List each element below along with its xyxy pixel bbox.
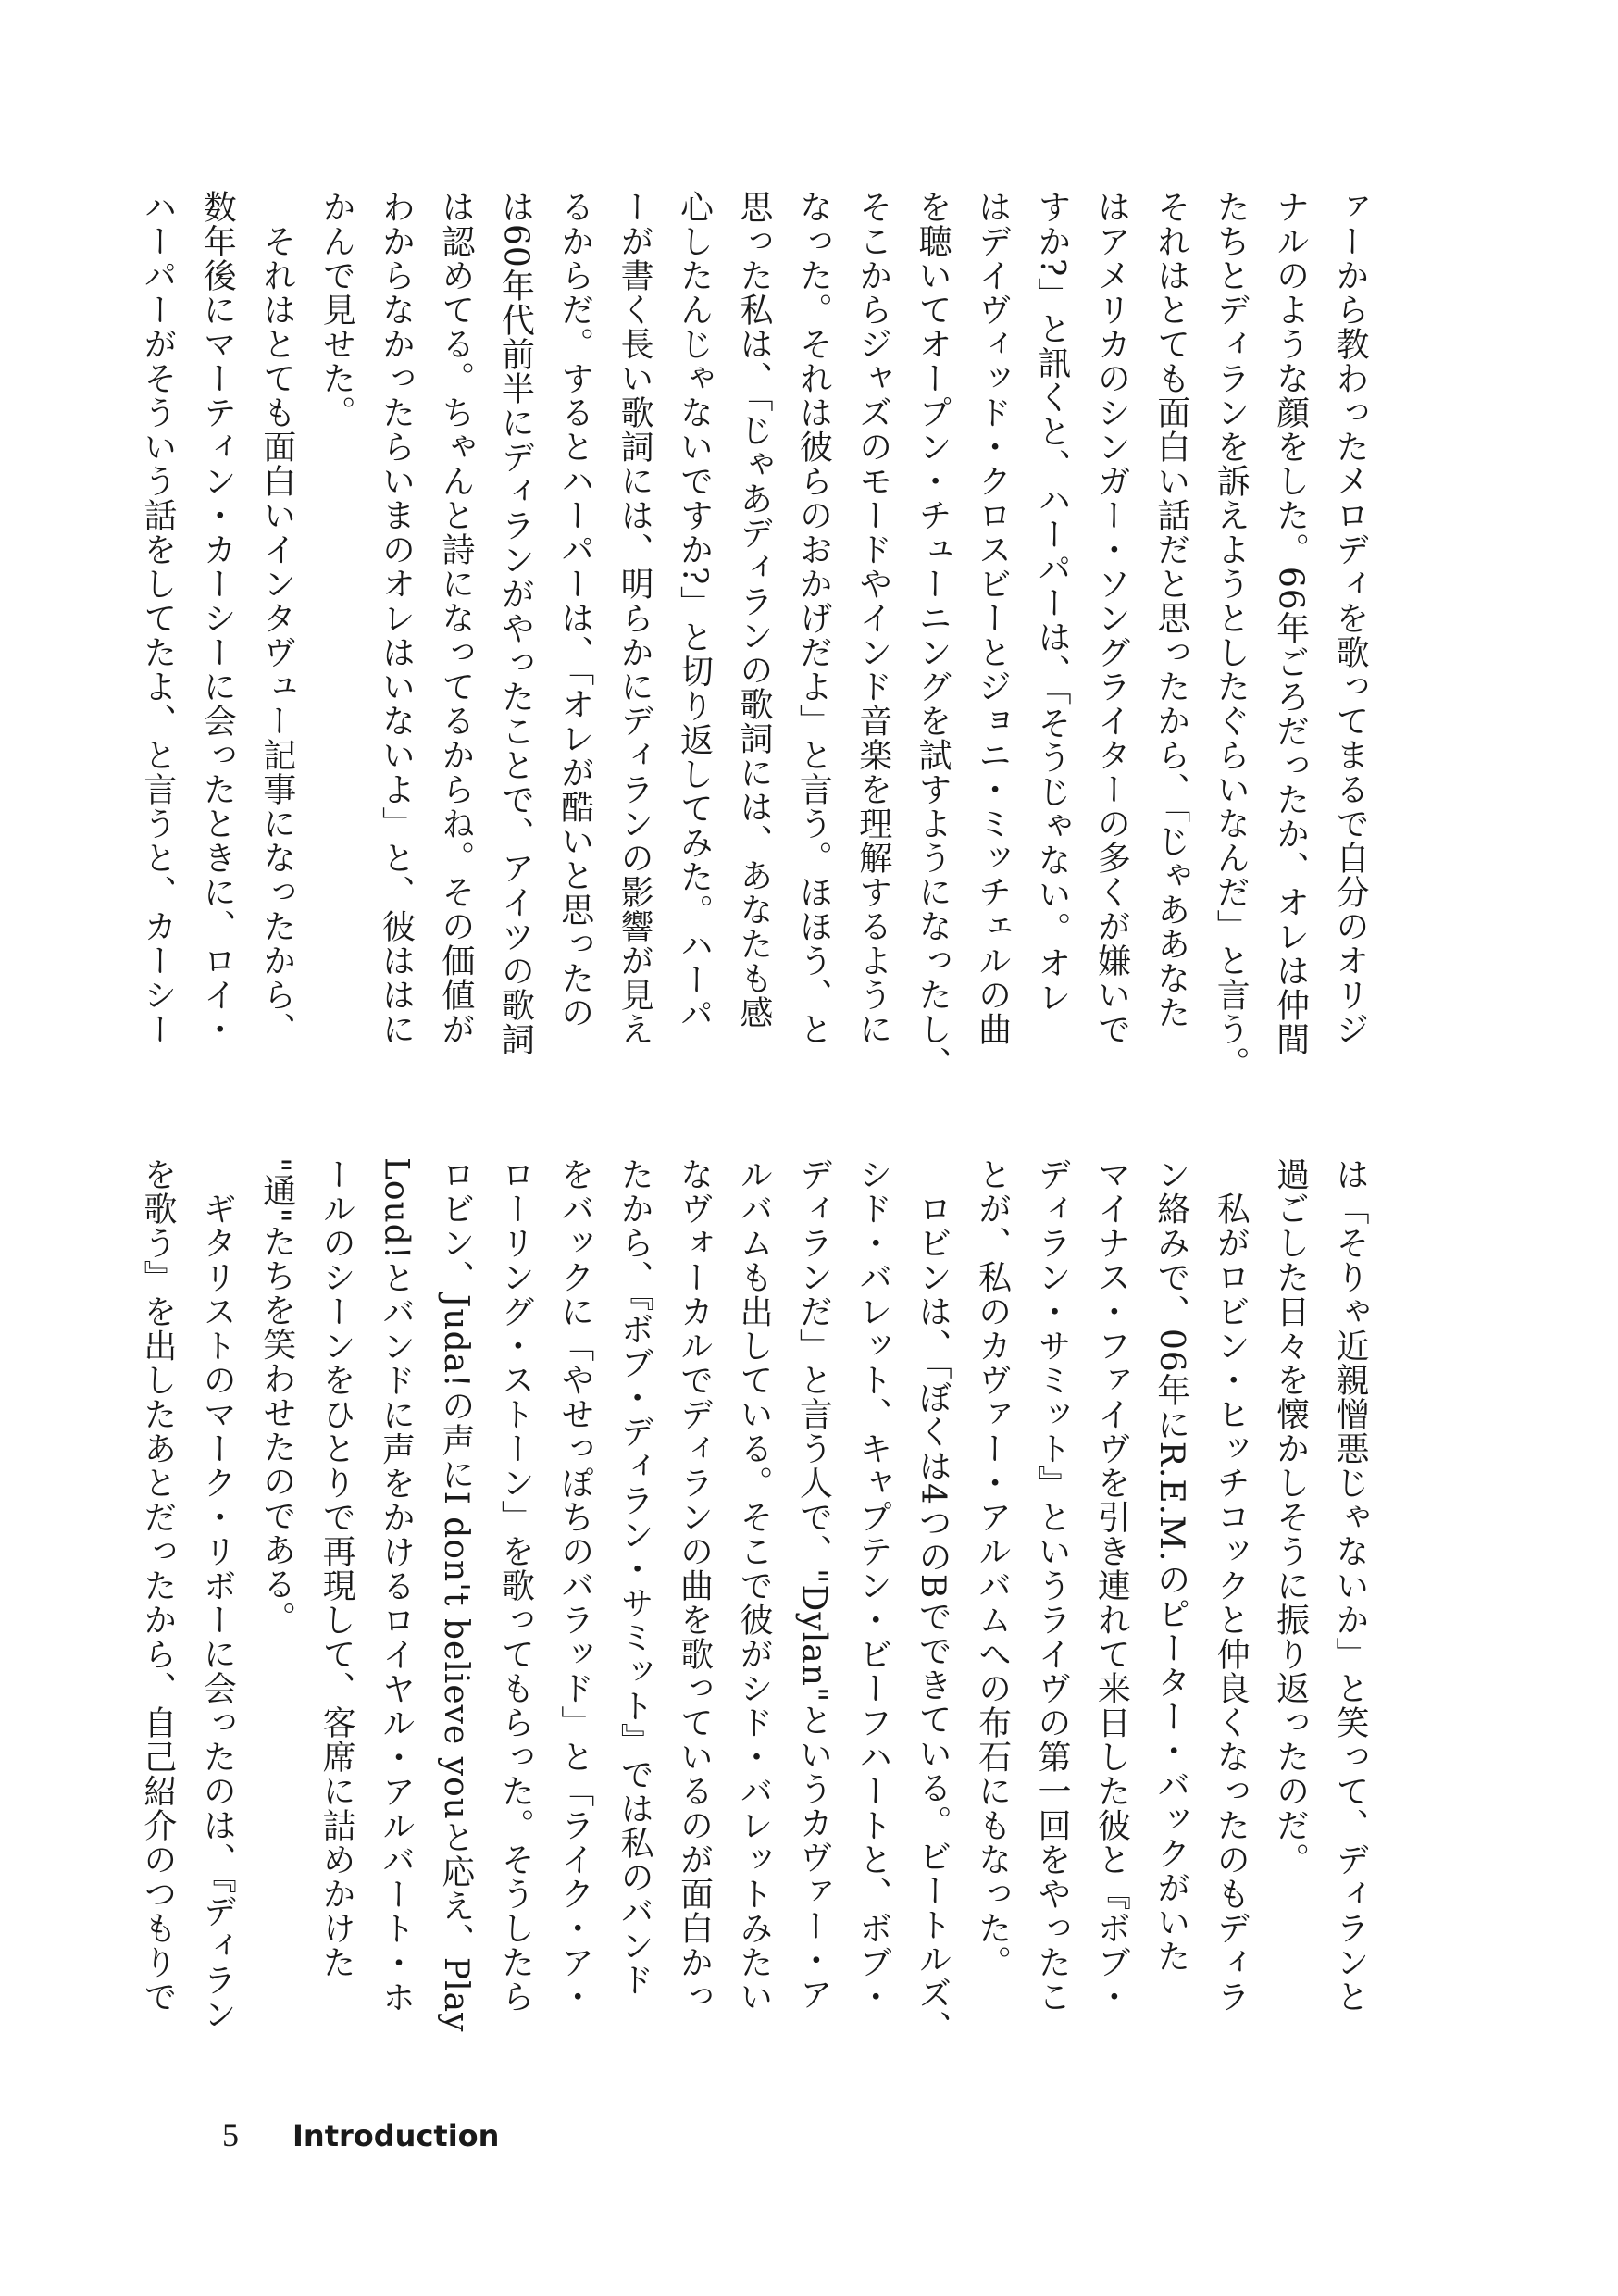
text-line: なった。それは彼らのおかげだよ」と言う。ほほう、と — [794, 190, 833, 1046]
text-line: るからだ。するとハーパーは、「オレが酷いと思ったの — [555, 190, 594, 1029]
text-line: ロビン、Juda!の声にI don't believe youと応え、Play — [436, 1157, 475, 2033]
text-line: ナルのような顔をした。66年ごろだったか、オレは仲間 — [1271, 190, 1310, 1056]
text-line: はデイヴィッド・クロスビーとジョニ・ミッチェルの曲 — [973, 190, 1012, 1046]
text-line: 心したんじゃないですか?」と切り返してみた。ハーパ — [675, 190, 714, 1031]
text-line: ルバムも出している。そこで彼がシド・バレットみたい — [734, 1157, 773, 2014]
text-line: ディランだ」と言う人で、"Dylan"というカヴァー・ア — [794, 1157, 833, 2012]
text-line: とが、私のカヴァー・アルバムへの布石にもなった。 — [973, 1157, 1012, 1979]
text-line: それはとても面白いインタヴュー記事になったから、 — [257, 190, 296, 1046]
text-line: マイナス・ファイヴを引き連れて来日した彼と『ボブ・ — [1092, 1157, 1131, 2014]
bottom-text-block — [138, 1157, 1379, 2083]
text-line: ロビンは、「ぼくは4つのBでできている。ビートルズ、 — [914, 1157, 952, 2045]
text-line: 過ごした日々を懐かしそうに振り返ったのだ。 — [1271, 1157, 1310, 1877]
text-line: それはとても面白い話だと思ったから、「じゃああなた — [1151, 190, 1190, 1029]
text-line: 思った私は、「じゃあディランの歌詞には、あなたも感 — [734, 190, 773, 1029]
text-line: ディラン・サミット』というライヴの第一回をやったこ — [1032, 1157, 1071, 2014]
text-line: ン絡みで、06年にR.E.M.のピーター・バックがいた — [1151, 1157, 1190, 1974]
top-text-block — [138, 190, 1379, 1080]
text-line: すか?」と訊くと、ハーパーは、「そうじゃない。オレ — [1032, 190, 1071, 1015]
text-line: たから、『ボブ・ディラン・サミット』では私のバンド — [616, 1157, 654, 1997]
text-line: は「そりゃ近親憎悪じゃないか」と笑って、ディランと — [1331, 1157, 1369, 2014]
text-line: ギタリストのマーク・リボーに会ったのは、『ディラン — [198, 1157, 237, 2031]
text-line: は認めてる。ちゃんと詩になってるからね。その価値が — [436, 190, 475, 1046]
text-line: はアメリカのシンガー・ソングライターの多くが嫌いで — [1092, 190, 1131, 1046]
text-line: を聴いてオープン・チューニングを試すようになったし、 — [914, 190, 952, 1080]
text-line: ローリング・ストーン」を歌ってもらった。そうしたら — [496, 1157, 535, 2014]
text-line: をバックに「やせっぽちのバラッド」と「ライク・ア・ — [555, 1157, 594, 2014]
text-line: を歌う』を出したあとだったから、自己紹介のつもりで — [138, 1157, 177, 2014]
running-title: Introduction — [292, 2118, 500, 2153]
text-line: かんで見せた。 — [317, 190, 356, 430]
page-footer — [222, 2115, 499, 2154]
text-line: ァーから教わったメロディを歌ってまるで自分のオリジ — [1331, 190, 1369, 1046]
text-line: ールのシーンをひとりで再現して、客席に詰めかけた — [317, 1157, 356, 1979]
text-line: たちとディランを訴えようとしたぐらいなんだ」と言う。 — [1212, 190, 1251, 1080]
text-line: 数年後にマーティン・カーシーに会ったときに、ロイ・ — [198, 190, 237, 1046]
text-line: 私がロビン・ヒッチコックと仲良くなったのもディラ — [1212, 1157, 1251, 2014]
text-line: ハーパーがそういう話をしてたよ、と言うと、カーシー — [138, 190, 177, 1046]
text-line: シド・バレット、キャプテン・ビーフハートと、ボブ・ — [853, 1157, 892, 2014]
text-line: "通"たちを笑わせたのである。 — [257, 1157, 296, 1636]
text-line: そこからジャズのモードやインド音楽を理解するように — [853, 190, 892, 1046]
page-number: 5 — [222, 2116, 239, 2153]
text-line: は60年代前半にディランがやったことで、アイツの歌詞 — [496, 190, 535, 1056]
text-line: わからなかったらいまのオレはいないよ」と、彼ははに — [377, 190, 416, 1046]
text-line: Loud!とバンドに声をかけるロイヤル・アルバート・ホ — [377, 1157, 416, 2015]
text-line: ーが書く長い歌詞には、明らかにディランの影響が見え — [616, 190, 654, 1046]
text-line: なヴォーカルでディランの曲を歌っているのが面白かっ — [675, 1157, 714, 2014]
